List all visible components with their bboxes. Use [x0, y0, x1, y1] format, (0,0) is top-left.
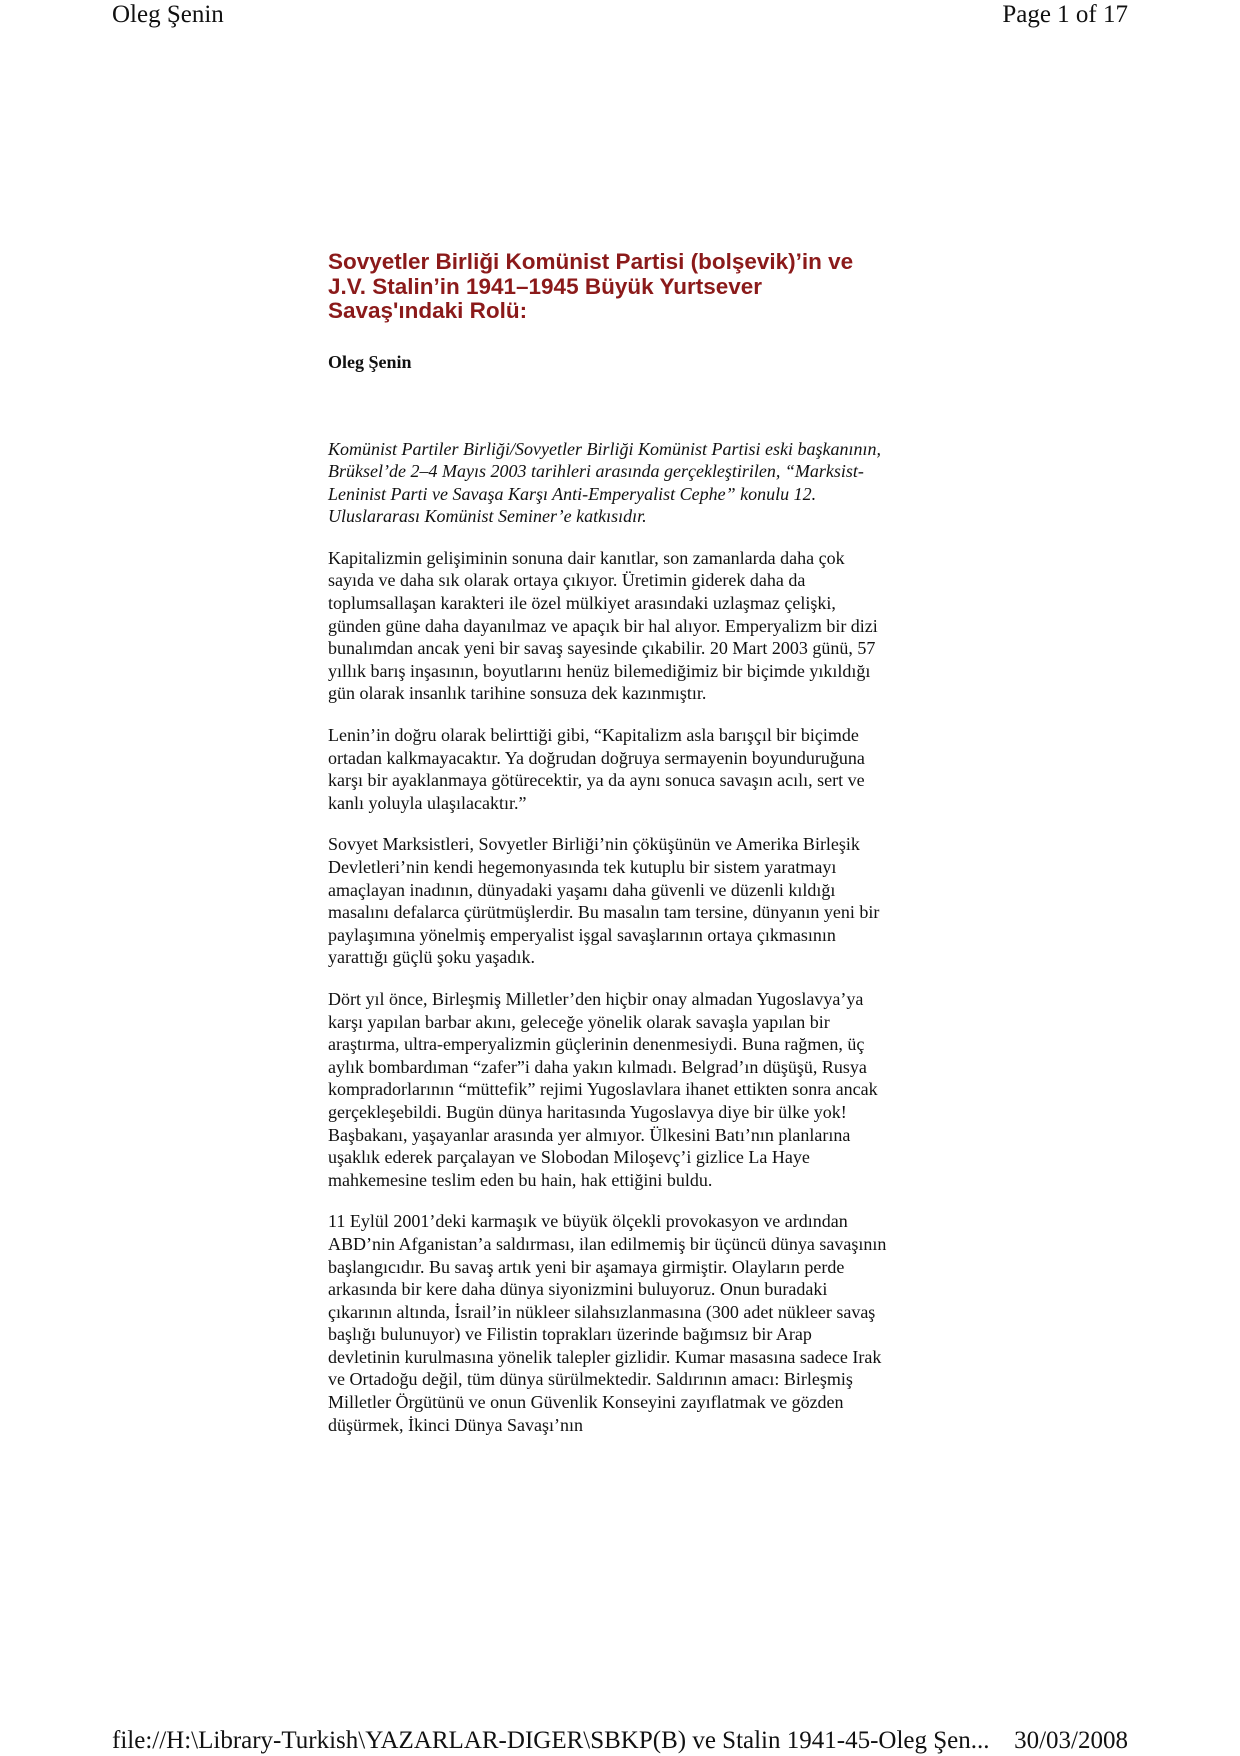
article-intro: Komünist Partiler Birliği/Sovyetler Birliği Komünist Partisi eski başkanının, Brüksel’de 2–4 Mayıs 2003 tarihleri arasında gerçekleştirilen, “Marksist-Leninist Parti ve Savaşa Karşı Anti-Emperyalist Cephe” konulu 12. Uluslararası Komünist Seminer’e katkısıdır. [328, 438, 881, 527]
article-author: Oleg Şenin [328, 351, 412, 372]
print-footer-file-path: file://H:\Library-Turkish\YAZARLAR-DIGER\SBKP(B) ve Stalin 1941-45-Oleg Şen... [112, 1727, 990, 1754]
article-paragraph: Kapitalizmin gelişiminin sonuna dair kanıtlar, son zamanlarda daha çok sayıda ve daha sık olarak ortaya çıkıyor. Üretimin giderek daha da toplumsallaşan karakteri ile özel mülkiyet arasındaki uzlaşmaz çelişki, günden güne daha dayanılmaz ve apaçık bir hal alıyor. Emperyalizm bir dizi bunalımdan ancak yeni bir savaş sayesinde çıkabilir. 20 Mart 2003 günü, 57 yıllık barış inşasının, boyutlarını henüz bilemediğimiz bir biçimde yıkıldığı gün olarak insanlık tarihine sonsuza dek kazınmıştır. [328, 547, 878, 704]
print-footer-date: 30/03/2008 [1014, 1727, 1128, 1754]
article-paragraph: Lenin’in doğru olarak belirttiği gibi, “Kapitalizm asla barışçıl bir biçimde ortadan kalkmayacaktır. Ya doğrudan doğruya sermayenin boyunduruğuna karşı bir ayaklanmaya götürecektir, ya da aynı sonuca savaşın acılı, sert ve kanlı yoluyla ulaşılacaktır.” [328, 725, 865, 813]
print-header-author: Oleg Şenin [112, 1, 224, 28]
article [328, 250, 888, 1436]
article-paragraph: 11 Eylül 2001’deki karmaşık ve büyük ölçekli provokasyon ve ardından ABD’nin Afganistan’a saldırması, ilan edilmemiş bir üçüncü dünya savaşının başlangıcıdır. Bu savaş artık yeni bir aşamaya girmiştir. Olayların perde arkasında bir kere daha dünya siyonizmini buluyoruz. Onun buradaki çıkarının altında, İsrail’in nükleer silahsızlanmasına (300 adet nükleer savaş başlığı bulunuyor) ve Filistin toprakları üzerinde bağımsız bir Arap devletinin kurulmasına yönelik talepler gizlidir. Kumar masasına sadece Irak ve Ortadoğu değil, tüm dünya sürülmektedir. Saldırının amacı: Birleşmiş Milletler Örgütünü ve onun Güvenlik Konseyini zayıflatmak ve gözden düşürmek, İkinci Dünya Savaşı’nın [328, 1211, 887, 1435]
print-header-page-indicator: Page 1 of 17 [1002, 1, 1128, 28]
article-title: Sovyetler Birliği Komünist Partisi (bolşevik)’in ve J.V. Stalin’in 1941–1945 Büyük Yurtsever Savaş'ındaki Rolü: [328, 249, 854, 323]
article-paragraph: Dört yıl önce, Birleşmiş Milletler’den hiçbir onay almadan Yugoslavya’ya karşı yapılan barbar akını, geleceğe yönelik olarak savaşla yapılan bir araştırma, ultra-emperyalizmin güçlerinin denenmesiydi. Buna rağmen, üç aylık bombardıman “zafer”i daha yakın kılmadı. Belgrad’ın düşüşü, Rusya kompradorlarının “müttefik” rejimi Yugoslavlara ihanet ettikten sonra ancak gerçekleşebildi. Bugün dünya haritasında Yugoslavya diye bir ülke yok! Başbakanı, yaşayanlar arasında yer almıyor. Ülkesini Batı’nın planlarına uşaklık ederek parçalayan ve Slobodan Miloşevç’i gizlice La Haye mahkemesine teslim eden bu hain, hak ettiğini buldu. [328, 988, 878, 1190]
article-paragraph: Sovyet Marksistleri, Sovyetler Birliği’nin çöküşünün ve Amerika Birleşik Devletleri’nin kendi hegemonyasında tek kutuplu bir sistem yaratmayı amaçlayan inadının, dünyadaki yaşamı daha güvenli ve düzenli kıldığı masalını defalarca çürütmüşlerdir. Bu masalın tam tersine, dünyanın yeni bir paylaşımına yönelmiş emperyalist işgal savaşlarının ortaya çıkmasının yarattığı güçlü şoku yaşadık. [328, 834, 880, 968]
